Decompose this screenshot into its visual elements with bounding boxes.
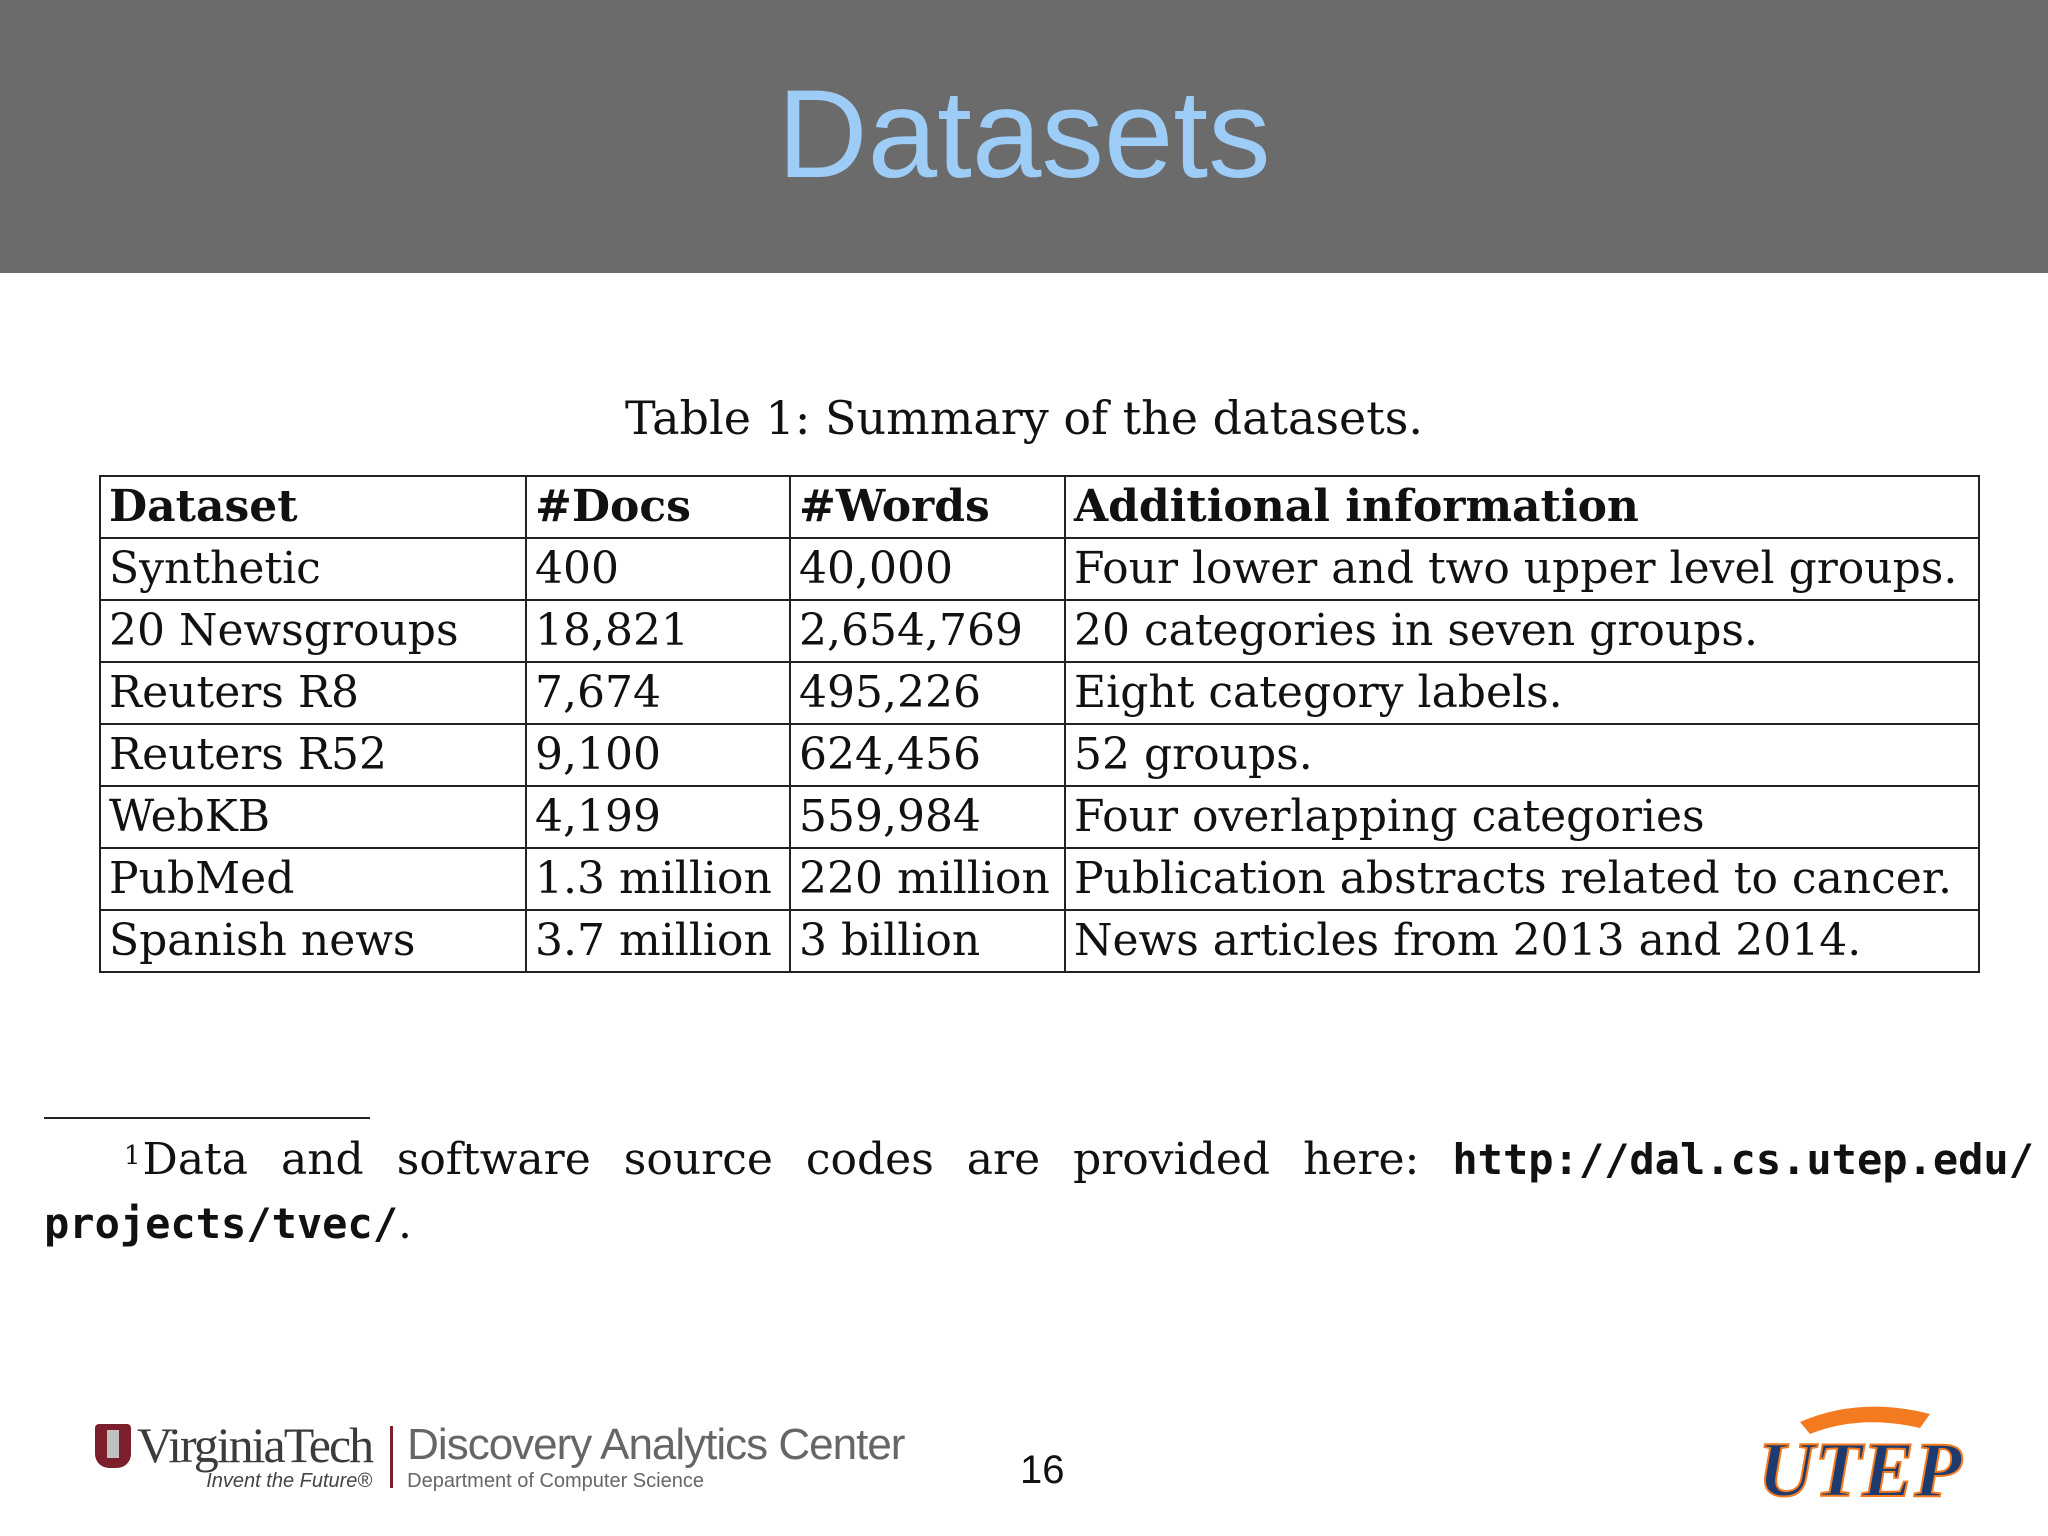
table-row — [100, 538, 1979, 600]
cell-dataset: Reuters R8 — [100, 662, 526, 724]
cell-docs: 1.3 million — [526, 848, 790, 910]
cell-dataset: Reuters R52 — [100, 724, 526, 786]
cell-words: 2,654,769 — [790, 600, 1065, 662]
header-dataset: Dataset — [100, 476, 526, 538]
utep-logo-text: UTEP — [1758, 1426, 1962, 1513]
footnote-rule — [44, 1117, 370, 1119]
cell-docs: 9,100 — [526, 724, 790, 786]
footnote-url-part-1[interactable]: http://dal.cs.utep.edu/ — [1452, 1135, 2034, 1184]
cell-words: 495,226 — [790, 662, 1065, 724]
footnote-word: are — [966, 1134, 1041, 1185]
datasets-table — [99, 475, 1980, 973]
page-number: 16 — [1020, 1448, 1065, 1492]
cell-dataset: Synthetic — [100, 538, 526, 600]
header-docs: #Docs — [526, 476, 790, 538]
table-row — [100, 724, 1979, 786]
cell-info: News articles from 2013 and 2014. — [1065, 910, 1979, 972]
table-row — [100, 910, 1979, 972]
cell-info: 52 groups. — [1065, 724, 1979, 786]
footnote-word: here: — [1303, 1134, 1420, 1185]
footnote-word: source — [623, 1134, 773, 1185]
footnote-word — [124, 1128, 248, 1192]
cell-docs: 400 — [526, 538, 790, 600]
table-row — [100, 786, 1979, 848]
footnote-end-punct: . — [398, 1198, 413, 1249]
footnote-url-part-2[interactable]: projects/tvec/ — [44, 1199, 399, 1248]
cell-dataset: 20 Newsgroups — [100, 600, 526, 662]
cell-dataset: WebKB — [100, 786, 526, 848]
footnote-word: and — [280, 1134, 364, 1185]
vt-shield-icon — [95, 1424, 131, 1468]
header-additional-info: Additional information — [1065, 476, 1979, 538]
cell-docs: 3.7 million — [526, 910, 790, 972]
cell-info: Four overlapping categories — [1065, 786, 1979, 848]
table-row — [100, 848, 1979, 910]
cell-dataset: PubMed — [100, 848, 526, 910]
cell-docs: 18,821 — [526, 600, 790, 662]
cell-info: 20 categories in seven groups. — [1065, 600, 1979, 662]
table-header-row — [100, 476, 1979, 538]
footer-logos — [95, 1417, 905, 1492]
slide-title: Datasets — [777, 65, 1271, 204]
cell-words: 624,456 — [790, 724, 1065, 786]
cell-info: Publication abstracts related to cancer. — [1065, 848, 1979, 910]
footnote-word: software — [396, 1134, 591, 1185]
cell-info: Four lower and two upper level groups. — [1065, 538, 1979, 600]
cell-words: 559,984 — [790, 786, 1065, 848]
dac-logo — [407, 1420, 904, 1492]
footnote-line-2 — [44, 1192, 2034, 1256]
table-caption: Table 1: Summary of the datasets. — [625, 391, 1423, 445]
table-row — [100, 662, 1979, 724]
dac-logo-name: Discovery Analytics Center — [407, 1420, 905, 1469]
dac-logo-dept: Department of Computer Science — [407, 1470, 704, 1492]
table-row — [100, 600, 1979, 662]
vt-logo-tagline: Invent the Future® — [206, 1470, 373, 1492]
cell-words: 3 billion — [790, 910, 1065, 972]
footnote-line-1 — [44, 1128, 2034, 1192]
vt-logo-name: VirginiaTech — [137, 1417, 373, 1473]
footnote-marker: 1 — [124, 1141, 141, 1171]
footnote-word: codes — [805, 1134, 934, 1185]
cell-info: Eight category labels. — [1065, 662, 1979, 724]
cell-dataset: Spanish news — [100, 910, 526, 972]
vt-logo — [137, 1417, 373, 1492]
cell-words: 220 million — [790, 848, 1065, 910]
cell-docs: 7,674 — [526, 662, 790, 724]
footnote — [44, 1128, 2034, 1256]
cell-docs: 4,199 — [526, 786, 790, 848]
utep-logo-icon — [1758, 1400, 1962, 1520]
header-words: #Words — [790, 476, 1065, 538]
footnote-word: provided — [1073, 1134, 1271, 1185]
logo-divider — [390, 1426, 393, 1488]
footnote-word-text: Data — [142, 1134, 248, 1185]
cell-words: 40,000 — [790, 538, 1065, 600]
